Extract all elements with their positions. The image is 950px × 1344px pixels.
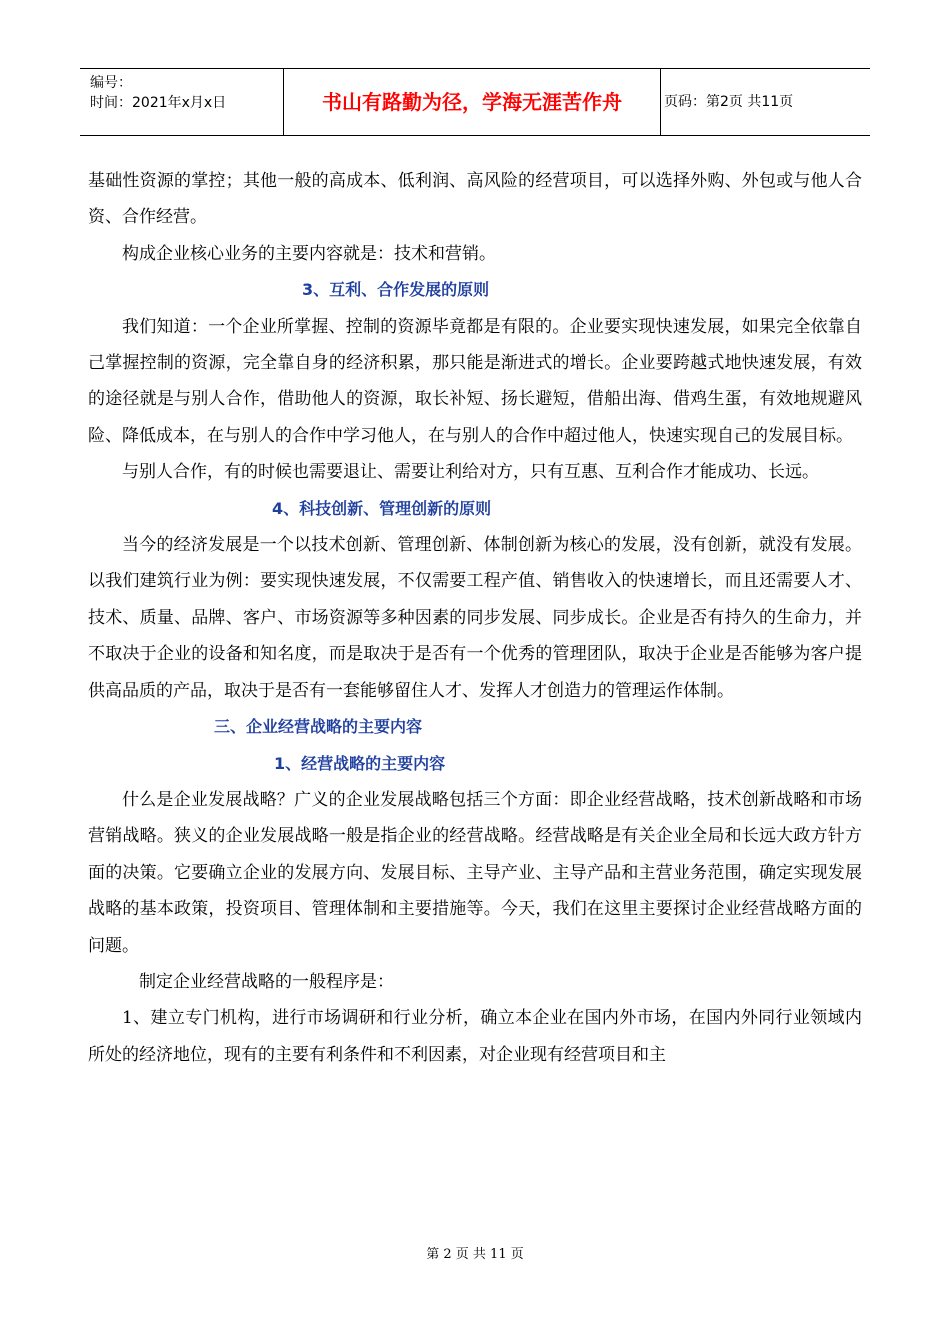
paragraph-1: 基础性资源的掌控；其他一般的高成本、低利润、高风险的经营项目，可以选择外购、外包或与他人合资、合作经营。 <box>88 171 862 228</box>
time-label: 时间：2021年x月x日 <box>90 95 227 111</box>
section-heading-4: 4、科技创新、管理创新的原则 <box>272 498 492 518</box>
paragraph-4: 与别人合作，有的时候也需要退让、需要让利给对方，只有互惠、互利合作才能成功、长远。 <box>122 462 819 483</box>
paragraph-3: 我们知道：一个企业所掌握、控制的资源毕竟都是有限的。企业要实现快速发展，如果完全依靠自己掌握控制的资源，完全靠自身的经济积累，那只能是渐进式的增长。企业要跨越式地快速发展，有效的途径就是与别人合作，借助他人的资源，取长补短、扬长避短，借船出海、借鸡生蛋，有效地规避风险、降低成本，在与别人的合作中学习他人，在与别人的合作中超过他人，快速实现自己的发展目标。 <box>88 316 862 446</box>
paragraph-5: 当今的经济发展是一个以技术创新、管理创新、体制创新为核心的发展，没有创新，就没有发展。以我们建筑行业为例：要实现快速发展，不仅需要工程产值、销售收入的快速增长，而且还需要人才、技术、质量、品牌、客户、市场资源等多种因素的同步发展、同步成长。企业是否有持久的生命力，并不取决于企业的设备和知名度，而是取决于是否有一个优秀的管理团队，取决于企业是否能够为客户提供高品质的产品，取决于是否有一套能够留住人才、发挥人才创造力的管理运作体制。 <box>88 535 862 701</box>
paragraph-7: 制定企业经营战略的一般程序是： <box>139 971 394 992</box>
document-body <box>88 163 862 1073</box>
header-motto: 书山有路勤为径，学海无涯苦作舟 <box>283 69 661 136</box>
header-page-number: 页码：第2页 共11页 <box>664 94 794 110</box>
chapter-heading-3: 三、企业经营战略的主要内容 <box>214 717 423 737</box>
page-footer: 第 2 页 共 11 页 <box>426 1247 524 1262</box>
section-heading-3: 3、互利、合作发展的原则 <box>302 280 490 300</box>
section-heading-1: 1、经营战略的主要内容 <box>274 753 446 773</box>
header-meta-cell <box>80 69 283 136</box>
serial-label: 编号： <box>90 75 132 91</box>
page-header <box>80 68 870 136</box>
paragraph-2: 构成企业核心业务的主要内容就是：技术和营销。 <box>122 243 496 264</box>
paragraph-8: 1、建立专门机构，进行市场调研和行业分析，确立本企业在国内外市场，在国内外同行业领域内所处的经济地位，现有的主要有利条件和不利因素，对企业现有经营项目和主 <box>88 1008 862 1065</box>
paragraph-6: 什么是企业发展战略？广义的企业发展战略包括三个方面：即企业经营战略，技术创新战略和市场营销战略。狭义的企业发展战略一般是指企业的经营战略。经营战略是有关企业全局和长远大政方针方面的决策。它要确立企业的发展方向、发展目标、主导产业、主导产品和主营业务范围，确定实现发展战略的基本政策，投资项目、管理体制和主要措施等。今天，我们在这里主要探讨企业经营战略方面的问题。 <box>88 789 862 956</box>
